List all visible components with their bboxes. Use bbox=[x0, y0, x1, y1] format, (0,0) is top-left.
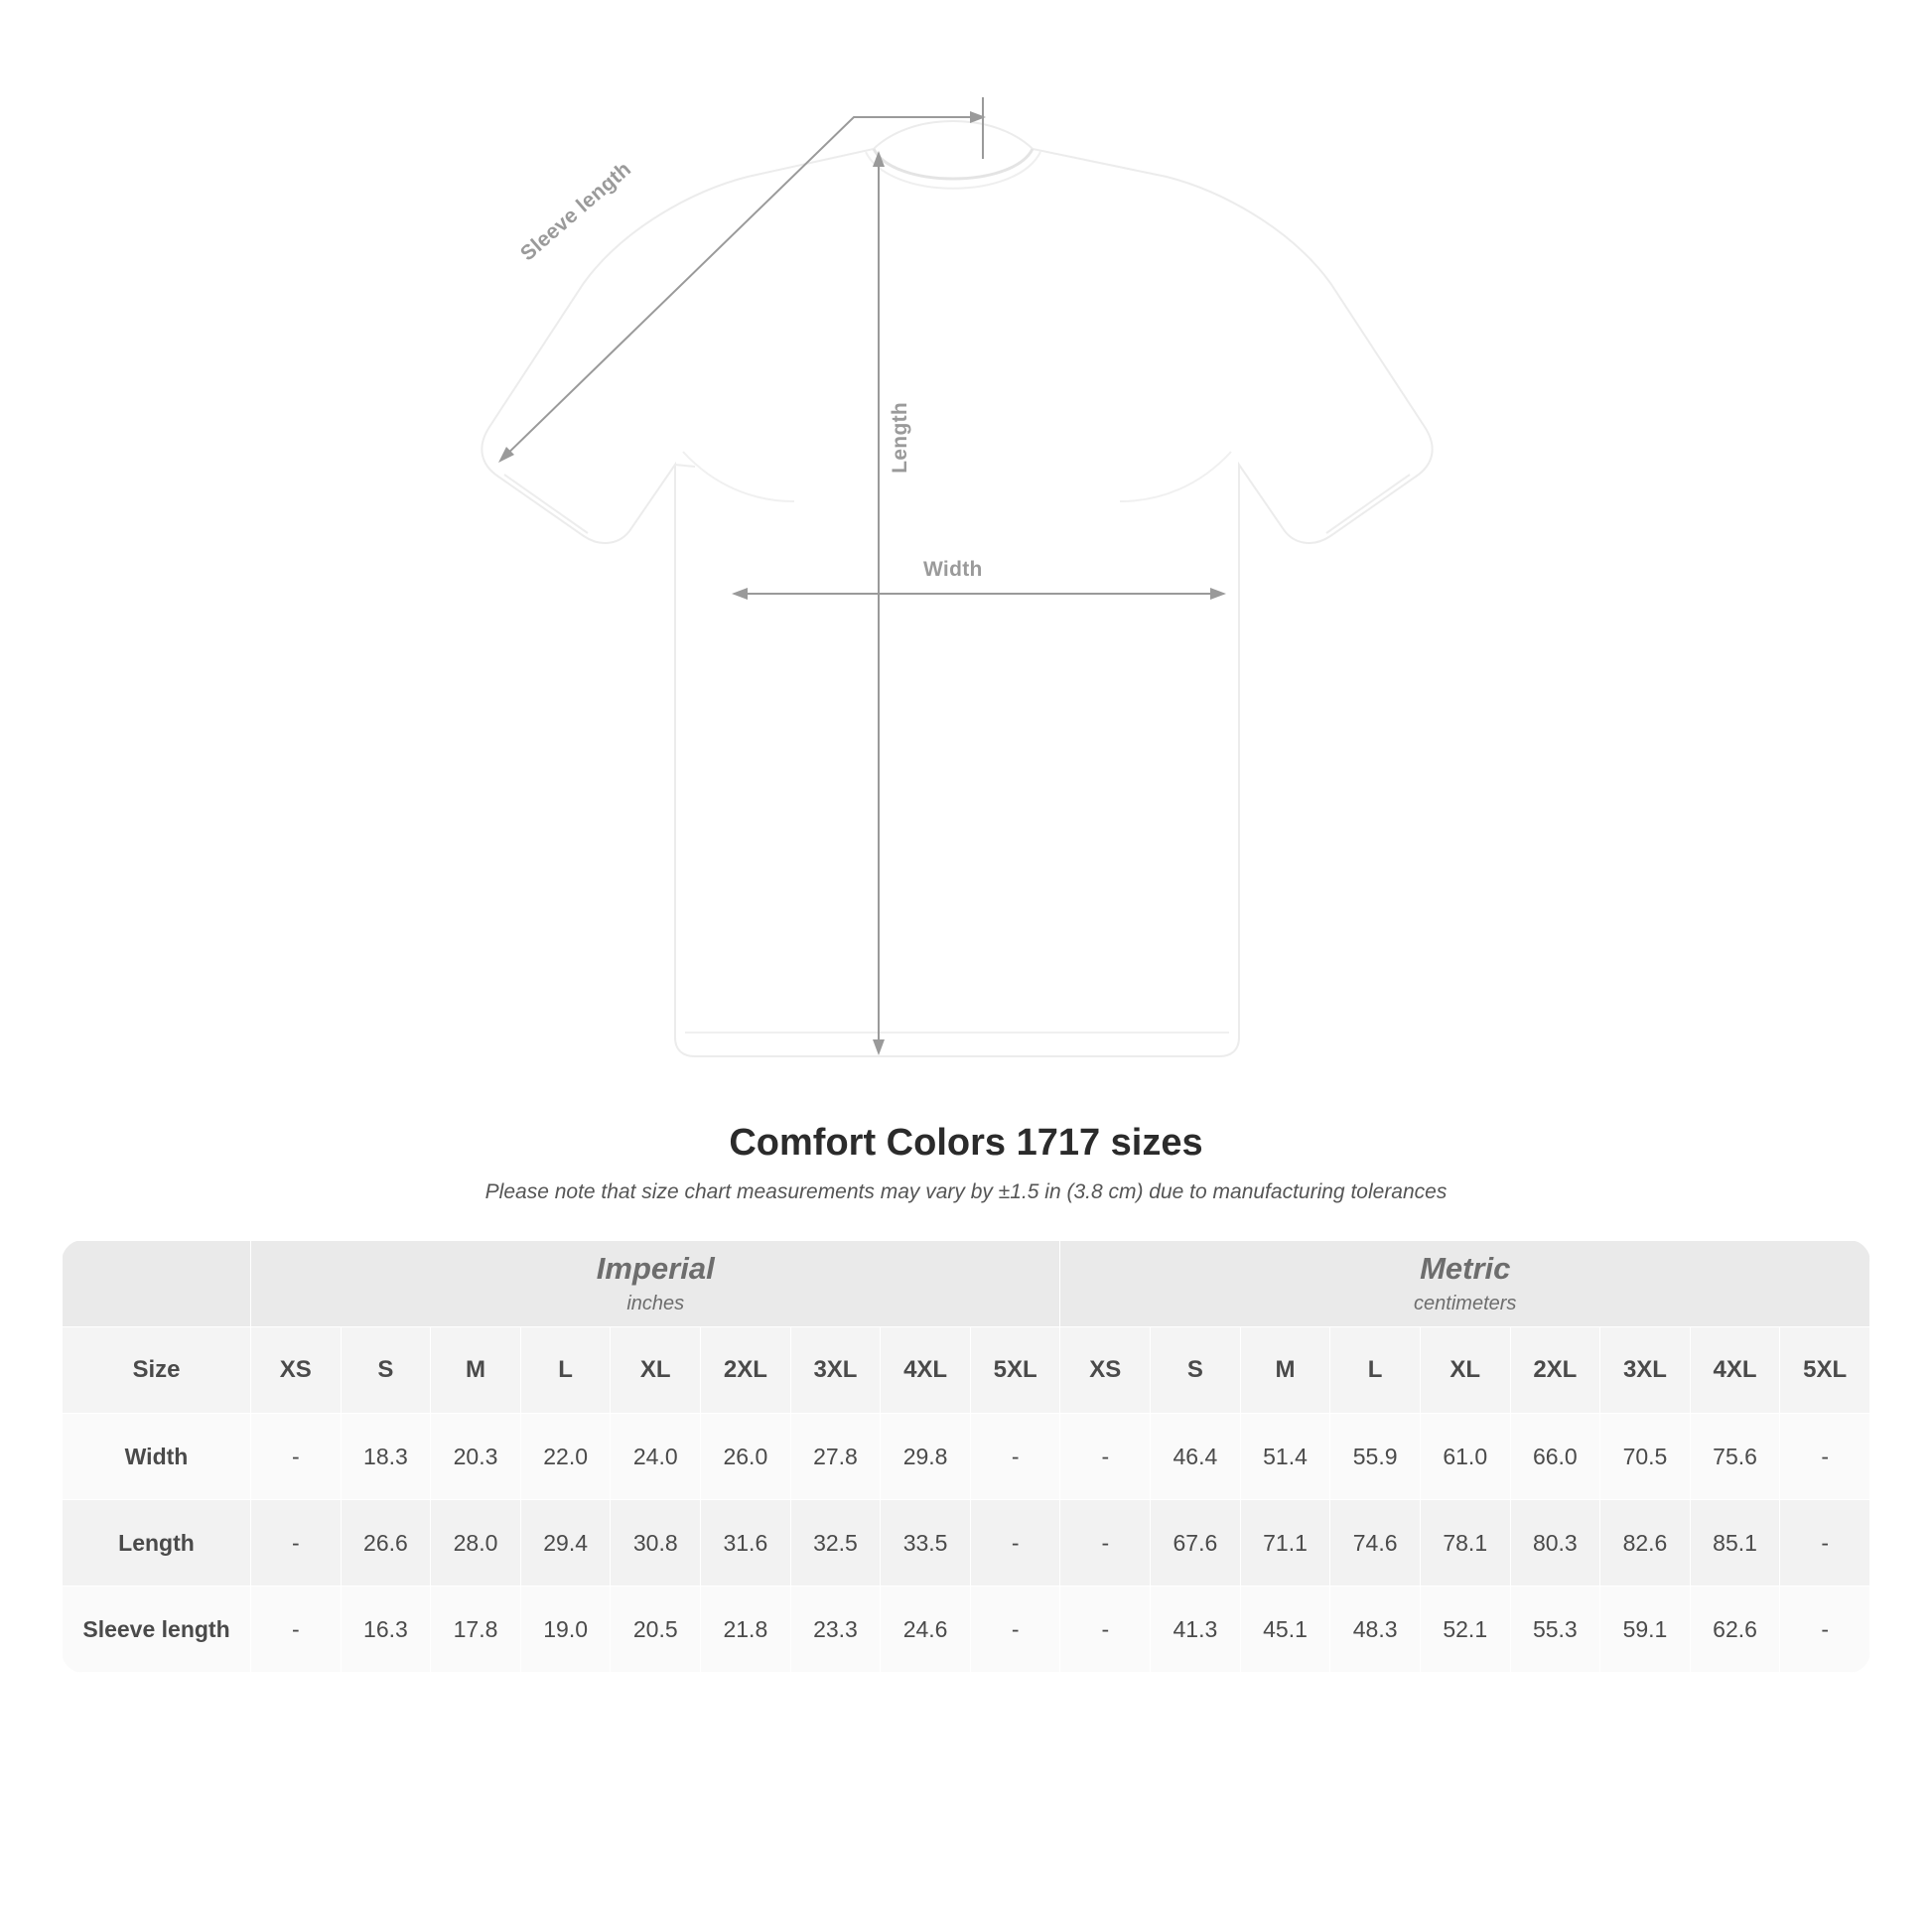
table-row bbox=[63, 1414, 1870, 1500]
measurement-cell: 45.1 bbox=[1240, 1587, 1330, 1673]
measurement-cell: 70.5 bbox=[1600, 1414, 1691, 1500]
measurement-cell: 55.3 bbox=[1510, 1587, 1600, 1673]
measurement-cell: 30.8 bbox=[611, 1500, 701, 1587]
measurement-cell: 80.3 bbox=[1510, 1500, 1600, 1587]
length-label: Length bbox=[889, 402, 911, 474]
measurement-cell: 28.0 bbox=[431, 1500, 521, 1587]
measurement-cell: 78.1 bbox=[1420, 1500, 1510, 1587]
measurement-cell: - bbox=[1780, 1414, 1870, 1500]
title-block bbox=[0, 1122, 1932, 1204]
size-header-cell: M bbox=[431, 1327, 521, 1414]
measurement-cell: - bbox=[1780, 1500, 1870, 1587]
size-header-row bbox=[63, 1327, 1870, 1414]
chart-note: Please note that size chart measurements may vary by ±1.5 in (3.8 cm) due to manufacturing tolerances bbox=[484, 1180, 1448, 1203]
measurement-cell: 32.5 bbox=[790, 1500, 881, 1587]
size-header-cell: XS bbox=[251, 1327, 342, 1414]
measurement-cell: 52.1 bbox=[1420, 1587, 1510, 1673]
measurement-cell: 41.3 bbox=[1151, 1587, 1241, 1673]
row-label: Sleeve length bbox=[63, 1587, 251, 1673]
measurement-cell: 29.4 bbox=[520, 1500, 611, 1587]
measurement-cell: - bbox=[251, 1500, 342, 1587]
measurement-cell: 16.3 bbox=[341, 1587, 431, 1673]
size-header-cell: XL bbox=[1420, 1327, 1510, 1414]
measurement-cell: 23.3 bbox=[790, 1587, 881, 1673]
measurement-cell: 27.8 bbox=[790, 1414, 881, 1500]
size-header-cell: 4XL bbox=[1690, 1327, 1780, 1414]
size-header-cell: L bbox=[520, 1327, 611, 1414]
measurement-cell: - bbox=[251, 1414, 342, 1500]
size-header-cell: 2XL bbox=[701, 1327, 791, 1414]
measurement-cell: - bbox=[1060, 1414, 1151, 1500]
measurement-cell: 66.0 bbox=[1510, 1414, 1600, 1500]
table-row bbox=[63, 1500, 1870, 1587]
measurement-cell: 33.5 bbox=[881, 1500, 971, 1587]
measurement-cell: 85.1 bbox=[1690, 1500, 1780, 1587]
unit-group-name: Imperial bbox=[596, 1251, 715, 1287]
size-header-cell: 5XL bbox=[970, 1327, 1060, 1414]
measurement-cell: - bbox=[970, 1500, 1060, 1587]
measurement-cell: 20.5 bbox=[611, 1587, 701, 1673]
chart-title: Comfort Colors 1717 sizes bbox=[729, 1122, 1203, 1164]
measurement-cell: 51.4 bbox=[1240, 1414, 1330, 1500]
row-label: Length bbox=[63, 1500, 251, 1587]
table-corner-cell bbox=[63, 1241, 251, 1327]
width-label: Width bbox=[923, 558, 983, 581]
size-table-wrapper bbox=[62, 1240, 1870, 1673]
measurement-cell: 22.0 bbox=[520, 1414, 611, 1500]
measurement-cell: 26.6 bbox=[341, 1500, 431, 1587]
measurement-cell: 59.1 bbox=[1600, 1587, 1691, 1673]
measurement-cell: 61.0 bbox=[1420, 1414, 1510, 1500]
measurement-cell: 46.4 bbox=[1151, 1414, 1241, 1500]
sleeve-length-label: Sleeve length bbox=[516, 157, 636, 266]
size-header-cell: 5XL bbox=[1780, 1327, 1870, 1414]
measurement-cell: 71.1 bbox=[1240, 1500, 1330, 1587]
measurement-cell: 62.6 bbox=[1690, 1587, 1780, 1673]
measurement-cell: - bbox=[1060, 1587, 1151, 1673]
table-row bbox=[63, 1587, 1870, 1673]
size-header-cell: XL bbox=[611, 1327, 701, 1414]
size-header-cell: 3XL bbox=[790, 1327, 881, 1414]
size-header-cell: XS bbox=[1060, 1327, 1151, 1414]
row-label: Width bbox=[63, 1414, 251, 1500]
measurement-cell: - bbox=[251, 1587, 342, 1673]
unit-group-sub: inches bbox=[626, 1292, 685, 1314]
measurement-cell: 29.8 bbox=[881, 1414, 971, 1500]
unit-group-name: Metric bbox=[1420, 1251, 1511, 1287]
measurement-cell: 67.6 bbox=[1151, 1500, 1241, 1587]
measurement-cell: 24.0 bbox=[611, 1414, 701, 1500]
unit-group-header-metric bbox=[1060, 1241, 1870, 1327]
measurement-cell: 48.3 bbox=[1330, 1587, 1421, 1673]
measurement-cell: 18.3 bbox=[341, 1414, 431, 1500]
measurement-cell: 24.6 bbox=[881, 1587, 971, 1673]
measurement-cell: 17.8 bbox=[431, 1587, 521, 1673]
size-header-cell: 4XL bbox=[881, 1327, 971, 1414]
measurement-cell: 26.0 bbox=[701, 1414, 791, 1500]
size-table bbox=[62, 1240, 1870, 1673]
size-header-label: Size bbox=[63, 1327, 251, 1414]
measurement-cell: - bbox=[970, 1587, 1060, 1673]
measurement-cell: - bbox=[1780, 1587, 1870, 1673]
unit-group-header-imperial bbox=[251, 1241, 1060, 1327]
size-header-cell: 2XL bbox=[1510, 1327, 1600, 1414]
measurement-cell: 82.6 bbox=[1600, 1500, 1691, 1587]
measurement-cell: 74.6 bbox=[1330, 1500, 1421, 1587]
measurement-cell: 21.8 bbox=[701, 1587, 791, 1673]
size-header-cell: S bbox=[1151, 1327, 1241, 1414]
measurement-cell: 31.6 bbox=[701, 1500, 791, 1587]
size-header-cell: L bbox=[1330, 1327, 1421, 1414]
unit-group-sub: centimeters bbox=[1414, 1292, 1517, 1314]
measurement-cell: 19.0 bbox=[520, 1587, 611, 1673]
size-header-cell: S bbox=[341, 1327, 431, 1414]
measurement-cell: - bbox=[970, 1414, 1060, 1500]
measurement-cell: 55.9 bbox=[1330, 1414, 1421, 1500]
tshirt-shape bbox=[482, 121, 1432, 1056]
measurement-cell: - bbox=[1060, 1500, 1151, 1587]
size-header-cell: 3XL bbox=[1600, 1327, 1691, 1414]
unit-header-row bbox=[63, 1241, 1870, 1327]
measurement-cell: 20.3 bbox=[431, 1414, 521, 1500]
measurement-cell: 75.6 bbox=[1690, 1414, 1780, 1500]
size-header-cell: M bbox=[1240, 1327, 1330, 1414]
